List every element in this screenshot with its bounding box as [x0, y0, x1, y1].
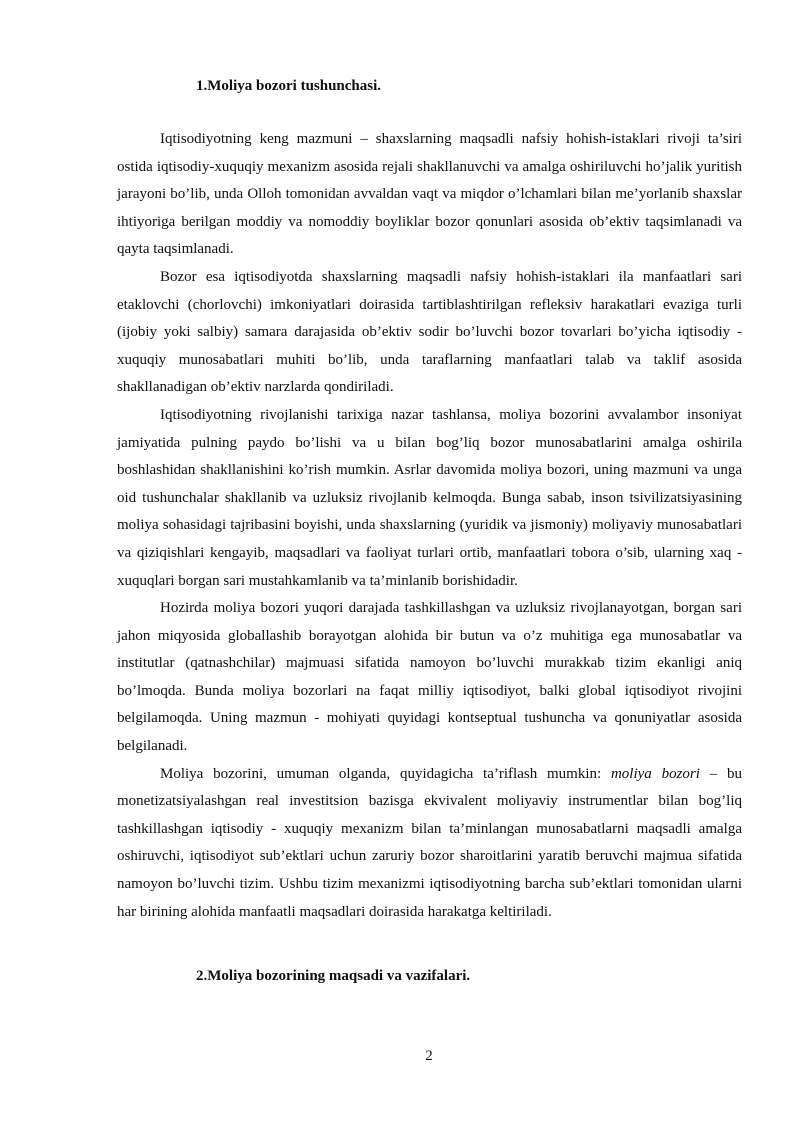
paragraph-5-intro: Moliya bozorini, umuman olganda, quyidagicha ta’riflash mumkin: [160, 765, 611, 782]
paragraph-4: Hozirda moliya bozori yuqori darajada tashkillashgan va uzluksiz rivojlanayotgan, borgan sari jahon miqyosida globallashib borayotgan alohida bir butun va o’z muhitiga ega munosabatlar va institutlar (qatnashchilar) majmuasi sifatida namoyon bo’luvchi murakkab tizim ekanligi aniq bo’lmoqda. Bunda moliya bozorlari na faqat milliy iqtisodiyot, balki global iqtisodiyot rivojini belgilamoqda. Uning mazmun - mohiyati quyidagi kontseptual tushuncha va qonuniyatlar asosida belgilanadi. [117, 600, 742, 755]
paragraph-5-term: moliya bozori [610, 765, 700, 782]
paragraph-5-definition: – bu monetizatsiyalashgan real investitsion bazisga ekvivalent moliyaviy instrumentlar bilan bog’liq tashkillashgan iqtisodiy - xuquqiy mexanizm bilan ta’minlangan munosabatlarni maqsadli amalga oshiruvchi, iqtisodiyot sub’ektlari uchun zaruriy bozor sharoitlarini yaratib beruvchi majmua sifatida namoyon bo’luvchi tizim. Ushbu tizim mexanizmi iqtisodiyotning barcha sub’ektlari tomonidan ularni har birining alohida manfaatli maqsadlari doirasida harakatga keltiriladi. [117, 765, 743, 920]
paragraph-1: Iqtisodiyotning keng mazmuni – shaxslarning maqsadli nafsiy hohish-istaklari rivoji ta’siri ostida iqtisodiy-xuquqiy mexanizm asosida rejali shakllanuvchi va amalga oshiriluvchi ho’jalik yuritish jarayoni bo’lib, unda Olloh tomonidan avvaldan vaqt va miqdor o’lchamlari bilan me’yorlanib shaxslar ihtiyoriga berilgan moddiy va nomoddiy boyliklar bozor qonunlari asosida ob’ektiv taqsimlanadi va qayta taqsimlanadi. [117, 131, 742, 258]
paragraph-5 [117, 761, 742, 927]
document-body [117, 126, 742, 926]
paragraph-3: Iqtisodiyotning rivojlanishi tarixiga nazar tashlansa, moliya bozorini avvalambor insoniyat jamiyatida pulning paydo bo’lishi va u bilan bog’liq bozor munosabatlarini amalga oshirila boshlashidan shakllanishini ko’rish mumkin. Asrlar davomida moliya bozori, uning mazmuni va unga oid tushunchalar shakllanib va uzluksiz rivojlanib kelmoqda. Bunga sabab, inson tsivilizatsiyasining moliya sohasidagi tajribasini boyishi, unda shaxslarning (yuridik va jismoniy) moliyaviy munosabatlari va qiziqishlari kengayib, maqsadlari va faoliyat turlari ortib, manfaatlari tobora o’sib, ularning xaq - xuquqlari borgan sari mustahkamlanib va ta’minlanib borishidadir. [117, 406, 742, 589]
page-number: 2 [425, 1048, 433, 1064]
paragraph-2: Bozor esa iqtisodiyotda shaxslarning maqsadli nafsiy hohish-istaklari ila manfaatlari sari etaklovchi (chorlovchi) imkoniyatlari doirasida tartiblashtirilgan refleksiv harakatlari evaziga turli (ijobiy yoki salbiy) samara darajasida ob’ektiv sodir bo’luvchi bozor tovarlari bo’yicha iqtisodiy - xuquqiy munosabatlari muhiti bo’lib, unda taraflarning manfaatlari talab va taklif asosida shakllanadigan ob’ektiv narzlarda qondiriladi. [117, 268, 742, 396]
section-heading-1: 1.Moliya bozori tushunchasi. [196, 78, 382, 94]
section-heading-2: 2.Moliya bozorining maqsadi va vazifalari. [196, 968, 471, 984]
